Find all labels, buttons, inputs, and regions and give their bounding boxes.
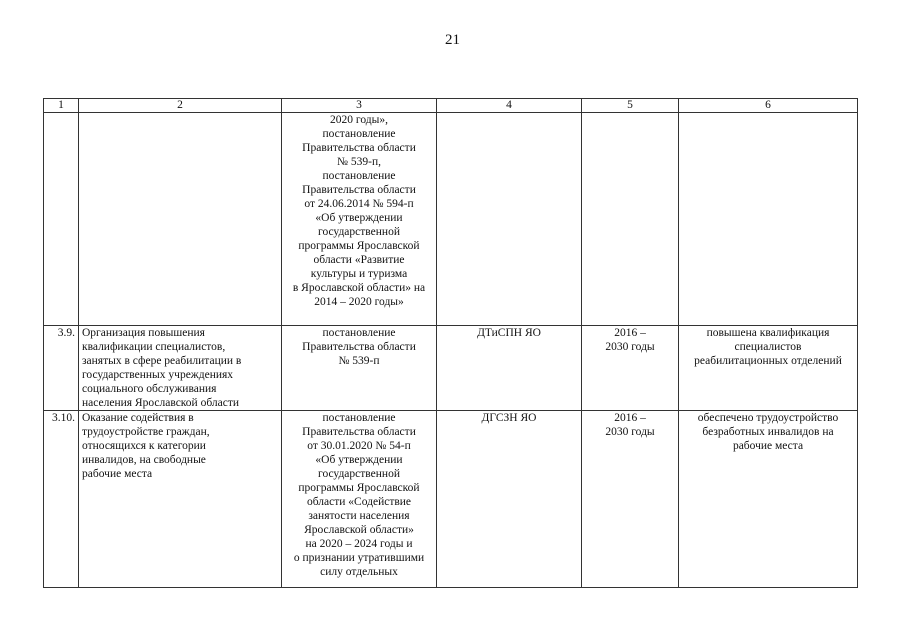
- text-line: Оказание содействия в: [82, 412, 194, 424]
- text-line: постановление: [322, 327, 396, 339]
- text-line: обеспечено трудоустройство: [697, 412, 839, 424]
- text-line: 2016 –: [614, 327, 646, 339]
- text-line: безработных инвалидов на: [702, 426, 834, 438]
- text-line: Организация повышения: [82, 327, 205, 339]
- document-table: [43, 98, 858, 588]
- row-number: 3.10.: [44, 411, 79, 588]
- table-row: [44, 326, 858, 411]
- measure-name-cell: [79, 113, 282, 326]
- text-line: реабилитационных отделений: [694, 355, 842, 367]
- text-line: «Об утверждении: [315, 454, 403, 466]
- text-line: занятых в сфере реабилитации в: [82, 355, 242, 367]
- text-line: силу отдельных: [320, 566, 398, 578]
- text-line: 2016 –: [614, 412, 646, 424]
- text-line: Правительства области: [302, 341, 416, 353]
- text-line: государственной: [318, 468, 400, 480]
- text-line: области «Содействие: [306, 496, 412, 508]
- measure-name-cell: [79, 326, 282, 411]
- text-line: рабочие места: [82, 468, 153, 480]
- text-line: относящихся к категории: [82, 440, 206, 452]
- period-cell: [582, 113, 679, 326]
- text-line: Ярославской области»: [304, 524, 414, 536]
- result-cell: [679, 113, 858, 326]
- text-line: повышена квалификация: [706, 327, 830, 339]
- text-line: программы Ярославской: [298, 482, 420, 494]
- header-col-5: 5: [582, 99, 679, 113]
- text-line: постановление: [322, 412, 396, 424]
- table-row: [44, 411, 858, 588]
- measure-name-cell: [79, 411, 282, 588]
- text-line: области «Развитие: [313, 254, 405, 266]
- header-col-6: 6: [679, 99, 858, 113]
- text-line: Правительства области: [302, 142, 416, 154]
- header-col-3: 3: [282, 99, 437, 113]
- text-line: государственных учреждениях: [82, 369, 234, 381]
- row-number: [44, 113, 79, 326]
- legal-basis-cell: [282, 113, 437, 326]
- text-line: № 539-п,: [337, 156, 381, 168]
- text-line: от 24.06.2014 № 594-п: [304, 198, 414, 210]
- text-line: постановление: [322, 170, 396, 182]
- text-line: Правительства области: [302, 426, 416, 438]
- executor-cell: [437, 113, 582, 326]
- text-line: рабочие места: [732, 440, 804, 452]
- page-number: 21: [445, 32, 460, 48]
- text-line: в Ярославской области» на: [292, 282, 426, 294]
- table-row: [44, 113, 858, 326]
- text-line: занятости населения: [308, 510, 410, 522]
- text-line: постановление: [322, 128, 396, 140]
- text-line: № 539-п: [338, 355, 380, 367]
- text-line: инвалидов, на свободные: [82, 454, 206, 466]
- row-number: 3.9.: [44, 326, 79, 411]
- text-line: культуры и туризма: [310, 268, 408, 280]
- text-line: квалификации специалистов,: [82, 341, 226, 353]
- text-line: социального обслуживания: [82, 383, 217, 395]
- text-line: трудоустройстве граждан,: [82, 426, 210, 438]
- executor-cell: ДГСЗН ЯО: [437, 411, 582, 588]
- result-cell: [679, 326, 858, 411]
- text-line: 2020 годы»,: [330, 114, 388, 126]
- text-line: от 30.01.2020 № 54-п: [307, 440, 411, 452]
- executor-cell: ДТиСПН ЯО: [437, 326, 582, 411]
- header-col-4: 4: [437, 99, 582, 113]
- text-line: на 2020 – 2024 годы и: [305, 538, 413, 550]
- text-line: 2030 годы: [605, 426, 655, 438]
- text-line: Правительства области: [302, 184, 416, 196]
- text-line: «Об утверждении: [315, 212, 403, 224]
- legal-basis-cell: [282, 411, 437, 588]
- text-line: о признании утратившими: [293, 552, 425, 564]
- result-cell: [679, 411, 858, 588]
- text-line: 2014 – 2020 годы»: [314, 296, 404, 308]
- text-line: населения Ярославской области: [82, 397, 240, 409]
- table-header-row: [44, 99, 858, 113]
- text-line: программы Ярославской: [298, 240, 420, 252]
- legal-basis-cell: [282, 326, 437, 411]
- period-cell: [582, 326, 679, 411]
- text-line: 2030 годы: [605, 341, 655, 353]
- text-line: специалистов: [734, 341, 802, 353]
- period-cell: [582, 411, 679, 588]
- text-line: государственной: [318, 226, 400, 238]
- header-col-2: 2: [79, 99, 282, 113]
- header-col-1: 1: [44, 99, 79, 113]
